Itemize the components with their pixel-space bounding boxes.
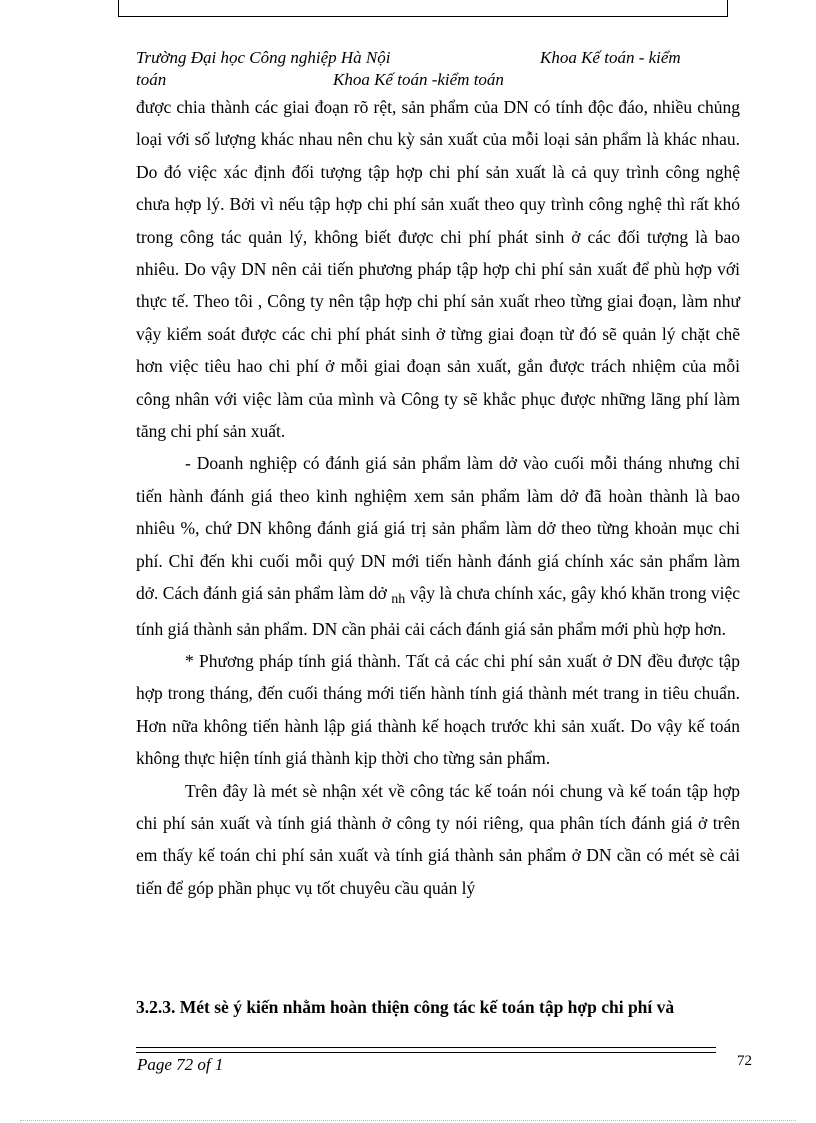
document-body [136,91,740,904]
paragraph-text: - Doanh nghiệp có đánh giá sản phẩm làm dở vào cuối mỗi tháng nhưng chỉ tiến hành đánh giá theo kinh nghiệm xem sản phẩm làm dở đã hoàn thành là bao nhiêu %, chứ DN không đánh giá giá trị sản phẩm làm dở theo từng khoản mục chi phí. Chỉ đến khi cuối mỗi quý DN mới tiến hành đánh giá chính xác sản phẩm làm dở. Cách đánh giá sản phẩm làm dở [136,453,740,604]
inline-subscript: nh [391,592,406,608]
page-bottom-edge [20,1120,796,1121]
header-faculty-name: Khoa Kế toán - kiểm [540,48,681,67]
header-school-name: Trường Đại học Công nghiệp Hà Nội [136,48,391,67]
footer-page-label: Page 72 of 1 [137,1055,224,1074]
paragraph: Trên đây là mét sè nhận xét về công tác kế toán nói chung và kế toán tập hợp chi phí sản xuất và tính giá thành ở công ty nói riêng, qua phân tích đánh giá ở trên em thấy kế toán chi phí sản xuất và tính giá thành sản phẩm ở DN cần có mét sè cải tiến để góp phần phục vụ tốt chuyêu cầu quản lý [136,780,740,898]
page-top-frame [118,0,728,17]
paragraph: * Phương pháp tính giá thành. Tất cả các chi phí sản xuất ở DN đều được tập hợp trong tháng, đến cuối tháng mới tiến hành tính giá thành mét trang in tiêu chuẩn. Hơn nữa không tiến hành lập giá thành kế hoạch trước khi sản xuất. Do vậy kế toán không thực hiện tính giá thành kịp thời cho từng sản phẩm. [136,650,740,769]
header-faculty-repeat: Khoa Kế toán -kiểm toán [333,70,504,89]
header-faculty-continued: toán [136,70,167,89]
section-heading: 3.2.3. Mét sè ý kiến nhằm hoàn thiện công tác kế toán tập hợp chi phí và [136,997,675,1017]
paragraph-text: vậy là chưa chính xác, gây khó khăn trong việc tính giá thành sản phẩm. DN cần phải cải cách đánh giá sản phẩm mới phù hợp hơn. [136,583,741,639]
footer-page-number: 72 [737,1053,752,1069]
paragraph: được chia thành các giai đoạn rõ rệt, sản phẩm của DN có tính độc đáo, nhiều chủng loại với số lượng khác nhau nên chu kỳ sản xuất của mỗi loại sản phẩm là khác nhau. Do đó việc xác định đối tượng tập hợp chi phí sản xuất là cả quy trình công nghệ chưa hợp lý. Bởi vì nếu tập hợp chi phí sản xuất theo quy trình công nghệ thì rất khó trong công tác quản lý, không biết được chi phí phát sinh ở các đối tượng là bao nhiêu. Do vậy DN nên cải tiến phương pháp tập hợp chi phí sản xuất để phù hợp với thực tế. Theo tôi , Công ty nên tập hợp chi phí sản xuất rheo từng giai đoạn, làm như vậy kiểm soát được các chi phí phát sinh ở từng giai đoạn từ đó sẽ quản lý chặt chẽ hơn việc tiêu hao chi phí ở mỗi giai đoạn sản xuất, gắn được trách nhiệm của mỗi công nhân với việc làm của mình và Công ty sẽ khắc phục được những lãng phí làm tăng chi phí sản xuất. [136,97,740,442]
footer-rule [136,1047,716,1053]
paragraph [136,447,740,644]
